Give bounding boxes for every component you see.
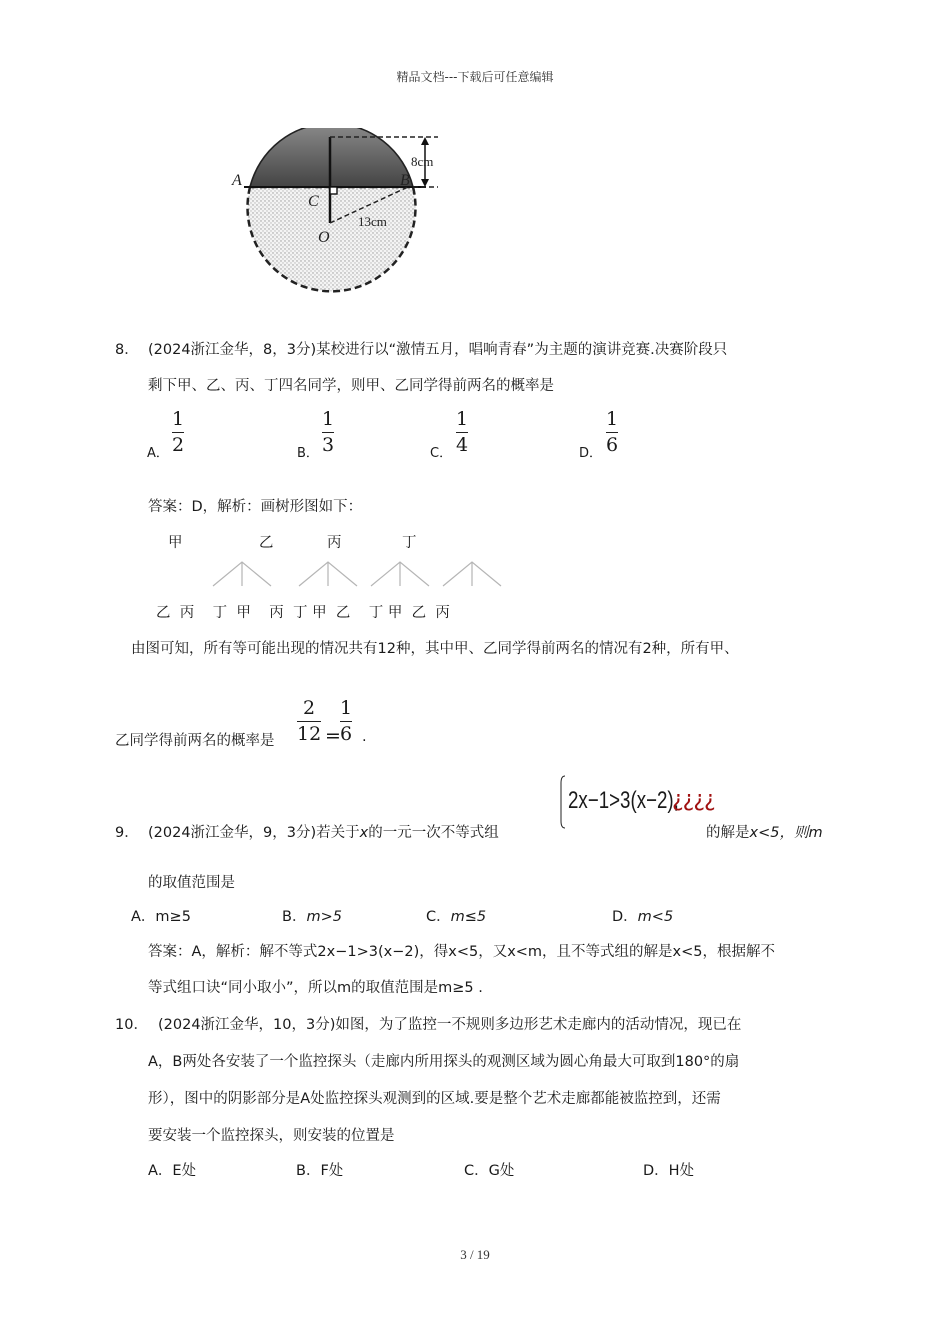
inequality-text: 2x−1>3(x−2),: [568, 787, 679, 814]
q9-option-c: C．m≤5: [426, 909, 487, 925]
label-b: B: [400, 172, 410, 189]
option-fraction: 1 2: [172, 408, 185, 456]
q8-explain2: 乙同学得前两名的概率是: [115, 733, 275, 749]
q9-option-a: A．m≥5: [131, 909, 191, 925]
page-number: 3 / 19: [460, 1247, 490, 1262]
q9-answer1: 答案：A，解析：解不等式2x−1>3(x−2)，得x<5，又x<m，且不等式组的解是x<5，根据解不: [148, 944, 776, 960]
q9-line2: 的取值范围是: [148, 875, 235, 891]
q10-option-a: A．E处: [148, 1163, 197, 1179]
label-a: A: [232, 172, 242, 189]
tree-top-2: 乙: [259, 535, 274, 551]
label-o: O: [318, 229, 330, 246]
q9-line1: (2024浙江金华，9，3分)若关于x的一元一次不等式组: [148, 825, 499, 841]
q10-line4: 要安装一个监控探头，则安装的位置是: [148, 1128, 395, 1144]
tree-top-1: 甲: [168, 535, 183, 551]
result-fraction-1: 2 12: [297, 697, 322, 745]
label-8cm: 8cm: [411, 154, 434, 169]
tree-bottom-row: 乙 丙 丁 甲 丙 丁 甲 乙 丁 甲 乙 丙: [156, 605, 450, 621]
q9-option-b: B．m>5: [282, 909, 342, 925]
q10-line2: A，B两处各安装了一个监控探头（走廊内所用探头的观测区域为圆心角最大可取到180°的扇: [148, 1054, 740, 1070]
circle-figure: [228, 128, 458, 322]
option-letter: C．: [430, 446, 453, 461]
result-fraction-2: 1 6: [340, 697, 353, 745]
q9-line1-suffix: 的解是x<5，则m: [706, 825, 823, 841]
q8-explain1: 由图可知，所有等可能出现的情况共有12种，其中甲、乙同学得前两名的情况有2种，所有甲、: [131, 641, 739, 657]
garbled-text: ¿¿¿¿: [672, 787, 715, 812]
q9-number: 9．: [115, 825, 139, 841]
q10-option-d: D．H处: [643, 1163, 695, 1179]
circle-diagram: [228, 128, 458, 318]
q8-answer: 答案：D，解析：画树形图如下：: [148, 499, 363, 515]
label-c: C: [308, 193, 319, 210]
q8-line1: (2024浙江金华，8，3分)某校进行以“激情五月，唱响青春”为主题的演讲竞赛.决赛阶段只: [148, 342, 728, 358]
option-fraction: 1 6: [606, 408, 619, 456]
option-letter: B．: [297, 446, 319, 461]
option-letter: D．: [579, 446, 603, 461]
q10-line3: 形），图中的阴影部分是A处监控探头观测到的区域.要是整个艺术走廊都能被监控到，还需: [148, 1091, 721, 1107]
q10-line1: (2024浙江金华，10，3分)如图，为了监控一不规则多边形艺术走廊内的活动情况，现已在: [158, 1017, 742, 1033]
right-angle-mark: [330, 187, 337, 194]
result-equals: =: [325, 725, 341, 747]
q9-option-d: D．m<5: [612, 909, 674, 925]
tree-top-3: 丙: [327, 535, 342, 551]
q10-option-c: C．G处: [464, 1163, 515, 1179]
option-fraction: 1 3: [322, 408, 335, 456]
q9-answer2: 等式组口诀“同小取小”，所以m的取值范围是m≥5 .: [148, 980, 483, 996]
q10-number: 10．: [115, 1017, 148, 1033]
result-period: .: [362, 729, 367, 745]
label-13cm: 13cm: [358, 214, 387, 229]
q8-number: 8．: [115, 342, 139, 358]
q8-line2: 剩下甲、乙、丙、丁四名同学，则甲、乙同学得前两名的概率是: [148, 378, 554, 394]
tree-top-4: 丁: [402, 535, 417, 551]
dotted-region: [248, 187, 416, 291]
q10-option-b: B．F处: [296, 1163, 344, 1179]
option-fraction: 1 4: [456, 408, 469, 456]
page-header: 精品文档---下载后可任意编辑: [396, 70, 554, 84]
option-letter: A．: [147, 446, 169, 461]
